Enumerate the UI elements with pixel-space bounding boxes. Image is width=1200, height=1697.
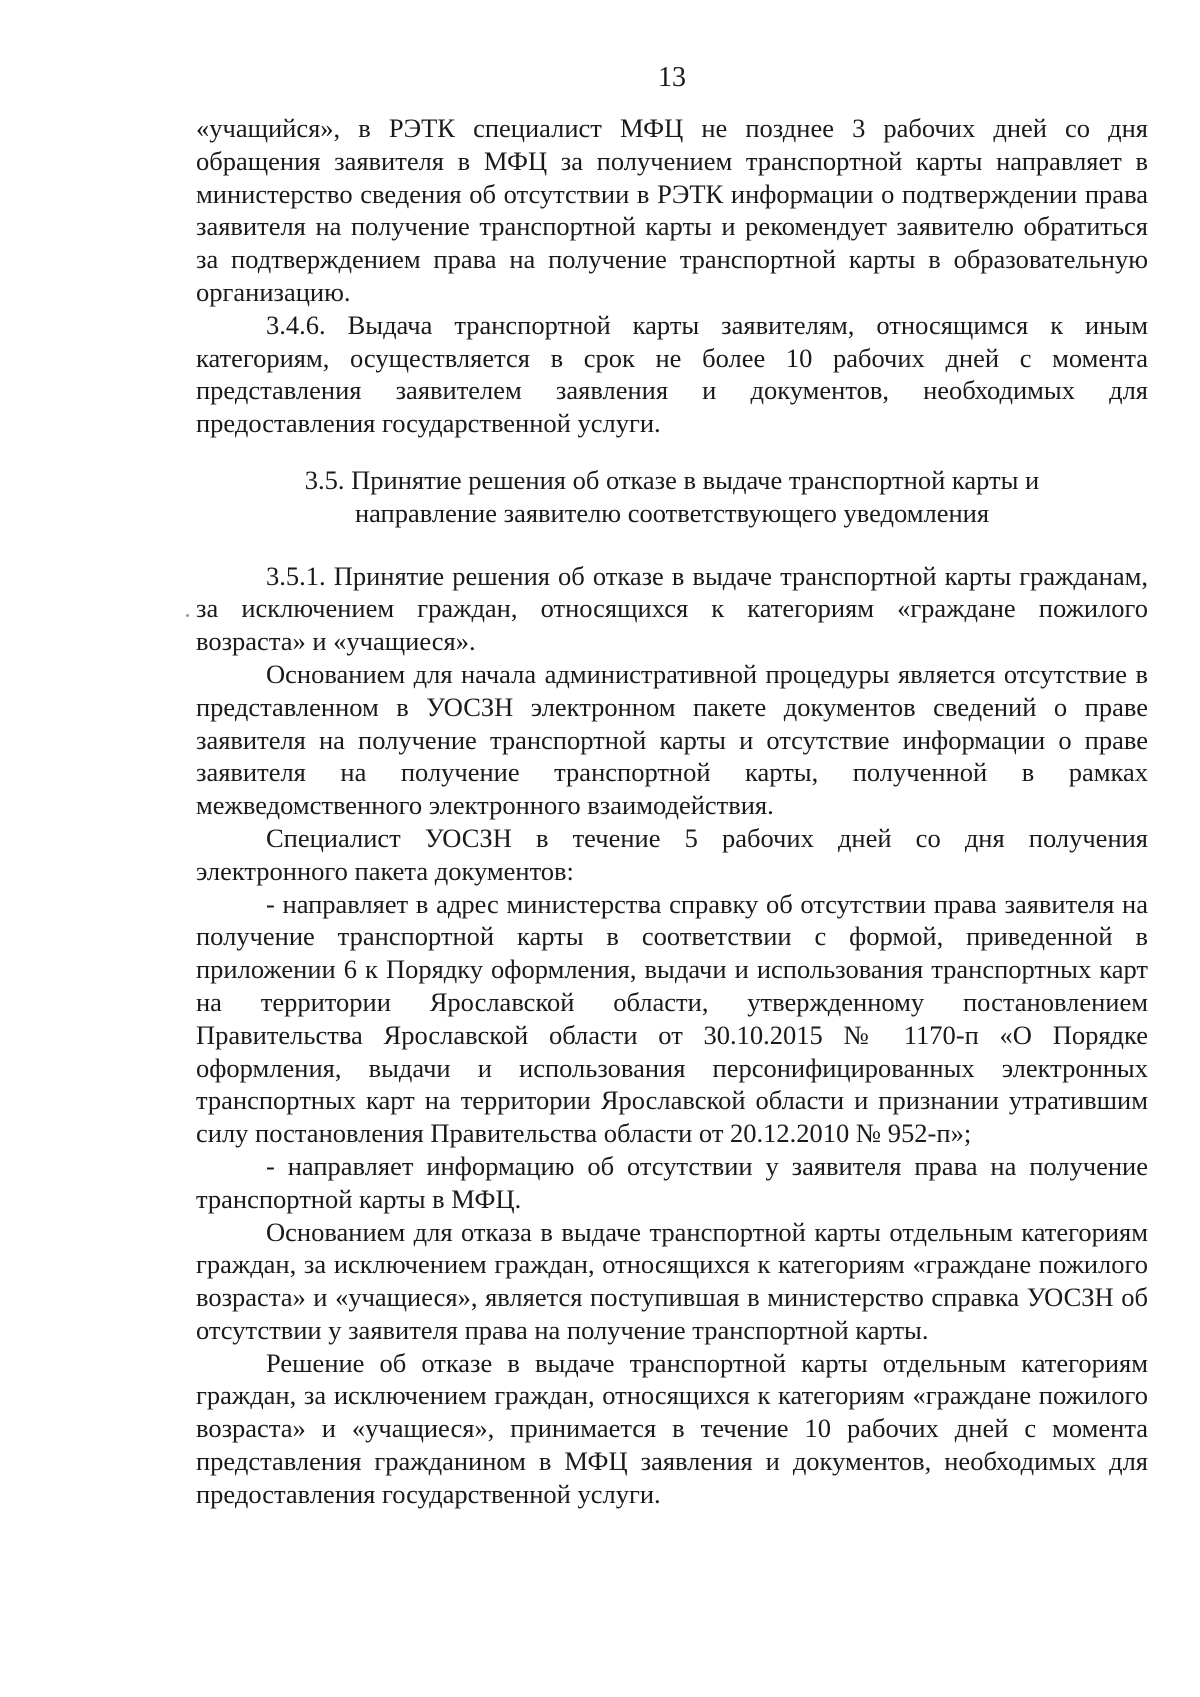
paragraph: Основанием для начала административной процедуры является отсутствие в представленном в УОСЗН электронном пакете документов сведений о праве заявителя на получение транспортной карты и отсутствие информации о праве заявителя на получение транспортной карты, полученной в рамках межведомственного электронного взаимодействия. — [196, 658, 1148, 821]
document-page — [196, 60, 1148, 1511]
paragraph: 3.4.6. Выдача транспортной карты заявителям, относящимся к иным категориям, осуществляется в срок не более 10 рабочих дней с момента представления заявителем заявления и документов, необходимых для предоставления государственной услуги. — [196, 309, 1148, 439]
paragraph: «учащийся», в РЭТК специалист МФЦ не позднее 3 рабочих дней со дня обращения заявителя в МФЦ за получением транспортной карты направляет в министерство сведения об отсутствии в РЭТК информации о подтверждении права заявителя на получение транспортной карты и рекомендует заявителю обратиться за подтверждением права на получение транспортной карты в образовательную организацию. — [196, 113, 1148, 307]
scan-speck — [186, 614, 189, 617]
paragraph: 3.5.1. Принятие решения об отказе в выдаче транспортной карты гражданам, за исключением граждан, относящихся к категориям «граждане пожилого возраста» и «учащиеся». — [196, 560, 1148, 657]
paragraph: Специалист УОСЗН в течение 5 рабочих дней со дня получения электронного пакета документов: — [196, 822, 1148, 886]
paragraph: Решение об отказе в выдаче транспортной карты отдельным категориям граждан, за исключением граждан, относящихся к категориям «граждане пожилого возраста» и «учащиеся», принимается в течение 10 рабочих дней с момента представления гражданином в МФЦ заявления и документов, необходимых для предоставления государственной услуги. — [196, 1347, 1148, 1509]
section-heading-line: 3.5. Принятие решения об отказе в выдаче транспортной карты и — [304, 464, 1040, 495]
page-number: 13 — [658, 62, 686, 93]
section-heading-line: направление заявителю соответствующего уведомления — [354, 497, 990, 528]
section-before-heading — [196, 112, 1148, 440]
list-item: - направляет информацию об отсутствии у заявителя права на получение транспортной карты в МФЦ. — [196, 1150, 1148, 1214]
paragraph: Основанием для отказа в выдаче транспортной карты отдельным категориям граждан, за исключением граждан, относящихся к категориям «граждане пожилого возраста» и «учащиеся», является поступившая в министерство справка УОСЗН об отсутствии у заявителя права на получение транспортной карты. — [196, 1216, 1148, 1345]
section-after-heading — [196, 560, 1148, 1511]
section-heading — [196, 464, 1148, 530]
list-item: - направляет в адрес министерства справку об отсутствии права заявителя на получение транспортной карты в соответствии с формой, приведенной в приложении 6 к Порядку оформления, выдачи и использования транспортных карт на территории Ярославской области, утвержденному постановлением Правительства Ярославской области от 30.10.2015 № 1170-п «О Порядке оформления, выдачи и использования персонифицированных электронных транспортных карт на территории Ярославской области и признании утратившим силу постановления Правительства области от 20.12.2010 № 952-п»; — [196, 888, 1148, 1149]
